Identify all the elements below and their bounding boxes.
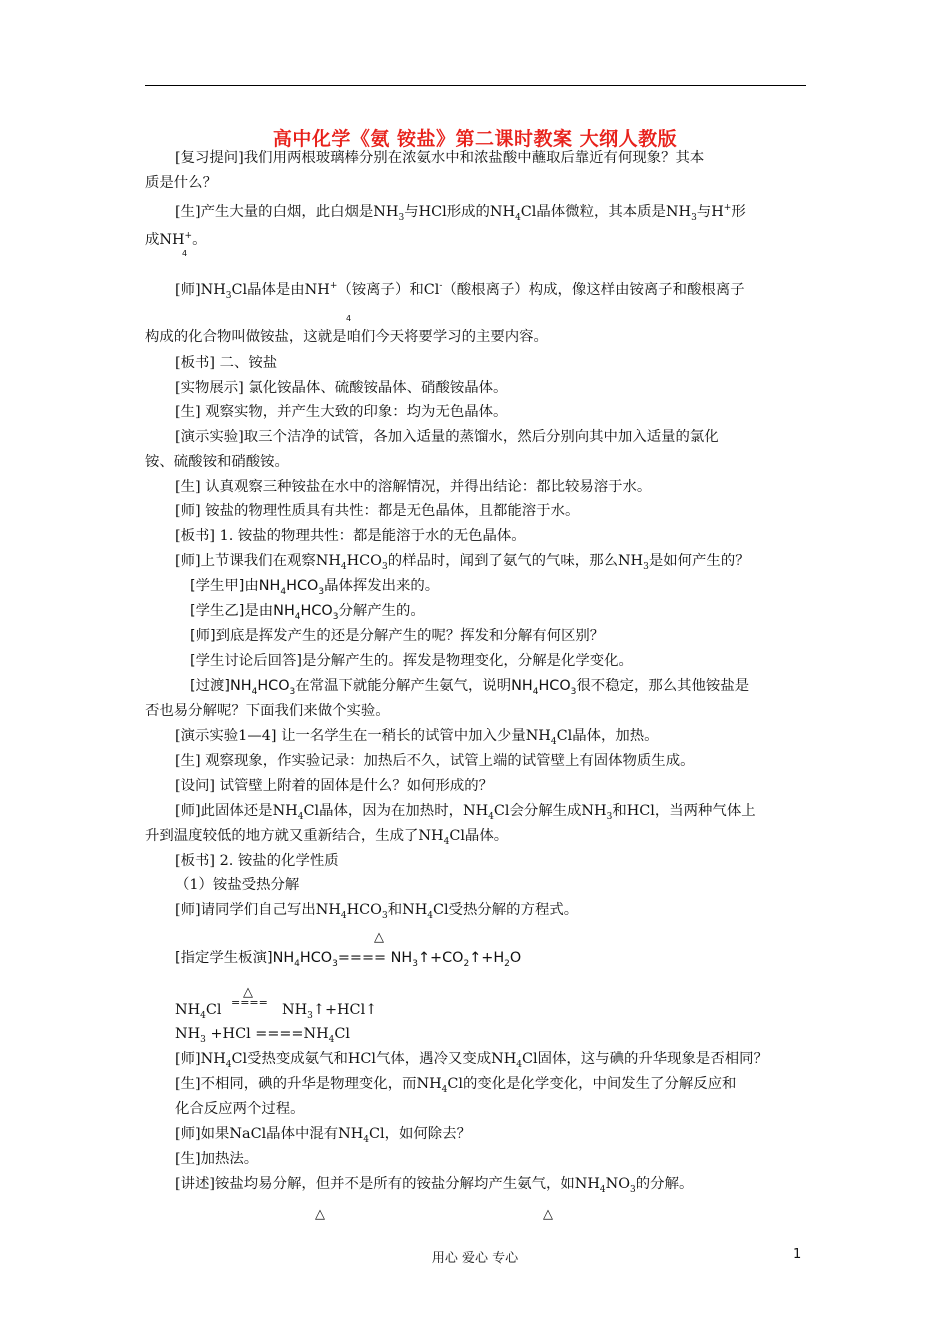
subscript-mark: 4 — [182, 249, 188, 258]
text-line: [演示实验1—4] 让一名学生在一稍长的试管中加入少量$NH_4Cl$晶体，加热。 — [175, 728, 659, 747]
text-line: [讲述]铵盐均易分解，但并不是所有的铵盐分解均产生氨气，如$NH_4NO_3$的分解。 — [175, 1176, 694, 1195]
text-line: [师]如果NaCl晶体中混有$NH_4Cl$，如何除去？ — [175, 1126, 471, 1145]
heat-triangle-icon: △ — [243, 985, 253, 1000]
heat-triangle-icon: △ — [315, 1207, 325, 1222]
text-line: [学生讨论后回答]是分解产生的。挥发是物理变化，分解是化学变化。 — [190, 653, 633, 669]
text-line: [生]不相同，碘的升华是物理变化，而$NH_4Cl$的变化是化学变化，中间发生了分解反应和 — [175, 1076, 737, 1095]
page-number: 1 — [793, 1247, 802, 1262]
equation-line: [指定学生板演]$NH_4HCO_3====$ $NH_3↑+CO_2↑+H_2O$ — [175, 950, 522, 969]
equation-line: $NH_4Cl$ — [175, 1002, 222, 1021]
text-line: [演示实验]取三个洁净的试管，各加入适量的蒸馏水，然后分别向其中加入适量的氯化 — [175, 429, 719, 445]
subscript-mark: 4 — [346, 314, 352, 323]
text-line: 成NH+。 — [145, 231, 207, 248]
text-line: [学生乙]是由$NH_4HCO_3$分解产生的。 — [190, 603, 425, 622]
page-footer: 用心 爱心 专心 — [431, 1251, 519, 1266]
text-line: [师]$NH_3Cl$晶体是由NH+（铵离子）和Cl-（酸根离子）构成，像这样由铵离子和酸根离子 — [175, 281, 745, 301]
equation-line: $NH_3 +HCl ====NH_4Cl$ — [175, 1026, 350, 1045]
text-line: 否也易分解呢？下面我们来做个实验。 — [145, 703, 390, 719]
text-line: [生]产生大量的白烟，此白烟是$NH_3$与HCl形成的$NH_4Cl$晶体微粒，其本质是$NH_3$与H+形 — [175, 203, 746, 223]
text-line: [师]$NH_4Cl$受热变成氨气和HCl气体，遇冷又变成$NH_4Cl$固体，这与碘的升华现象是否相同？ — [175, 1051, 768, 1070]
heat-triangle-icon: △ — [374, 930, 384, 945]
text-line: [复习提问]我们用两根玻璃棒分别在浓氨水中和浓盐酸中蘸取后靠近有何现象？其本 — [175, 150, 705, 166]
text-line: [师]到底是挥发产生的还是分解产生的呢？挥发和分解有何区别？ — [190, 628, 605, 644]
text-line: 质是什么？ — [145, 175, 217, 191]
text-line: 铵、硫酸铵和硝酸铵。 — [145, 454, 289, 470]
text-line: 化合反应两个过程。 — [175, 1101, 305, 1117]
text-line: [生]加热法。 — [175, 1151, 259, 1167]
text-line: [板书] 2. 铵盐的化学性质 — [175, 853, 339, 869]
text-line: [实物展示] 氯化铵晶体、硫酸铵晶体、硝酸铵晶体。 — [175, 380, 508, 396]
header-rule — [145, 85, 806, 86]
text-line: [师]上节课我们在观察$NH_4HCO_3$的样品时，闻到了氨气的气味，那么$NH_3$是如何产生的？ — [175, 553, 750, 572]
text-line: [师]请同学们自己写出$NH_4HCO_3$和$NH_4Cl$受热分解的方程式。 — [175, 902, 579, 921]
text-line: [师]此固体还是$NH_4Cl$晶体，因为在加热时，$NH_4Cl$会分解生成$NH_3$和HCl，当两种气体上 — [175, 803, 756, 822]
text-line: 升到温度较低的地方就又重新结合，生成了$NH_4Cl$晶体。 — [145, 828, 509, 847]
text-line: （1）铵盐受热分解 — [175, 877, 300, 893]
text-line: [生] 观察现象，作实验记录：加热后不久，试管上端的试管壁上有固体物质生成。 — [175, 753, 695, 769]
text-line: [设问] 试管壁上附着的固体是什么？如何形成的？ — [175, 778, 494, 794]
text-line: 构成的化合物叫做铵盐，这就是咱们今天将要学习的主要内容。 — [145, 329, 548, 345]
text-line: [生] 认真观察三种铵盐在水中的溶解情况，并得出结论：都比较易溶于水。 — [175, 479, 652, 495]
equation-line: $NH_3↑+HCl↑$ — [282, 1002, 378, 1021]
heat-triangle-icon: △ — [543, 1207, 553, 1222]
page-title: 高中化学《氨 铵盐》第二课时教案 大纲人教版 — [272, 128, 678, 150]
text-line: [过渡]$NH_4HCO_3$在常温下就能分解产生氨气，说明$NH_4HCO_3$很不稳定，那么其他铵盐是 — [190, 678, 750, 697]
equation-sign: ==== — [231, 996, 268, 1009]
text-line: [师] 铵盐的物理性质具有共性：都是无色晶体，且都能溶于水。 — [175, 503, 580, 519]
text-line: [学生甲]由$NH_4HCO_3$晶体挥发出来的。 — [190, 578, 440, 597]
text-line: [板书] 二、铵盐 — [175, 355, 278, 371]
text-line: [生] 观察实物，并产生大致的印象：均为无色晶体。 — [175, 404, 508, 420]
text-line: [板书] 1. 铵盐的物理共性：都是能溶于水的无色晶体。 — [175, 528, 526, 544]
